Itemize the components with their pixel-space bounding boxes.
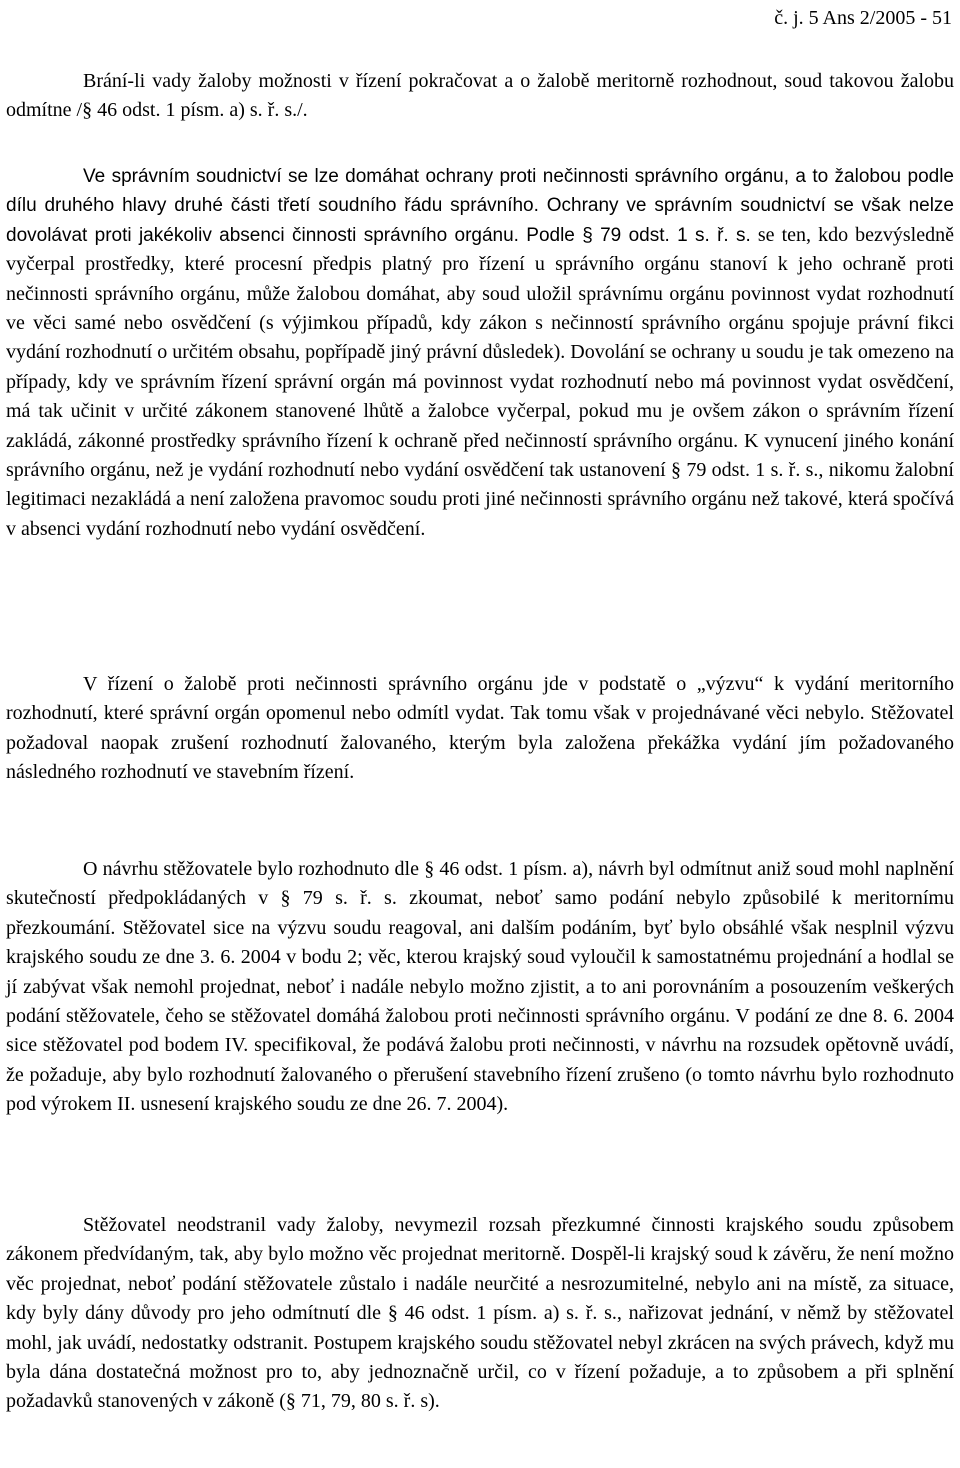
paragraph-inaction-action: V řízení o žalobě proti nečinnosti správního orgánu jde v podstatě o „výzvu“ k vydání meritorního rozhodnutí, které správní orgán opomenul nebo odmítl vydat. Tak tomu však v projednávané věci nebylo. Stěžovatel požadoval naopak zrušení rozhodnutí žalovaného, kterým byla založena překážka vydání jím požadovaného následného rozhodnutí ve stavebním řízení. <box>6 673 954 784</box>
paragraph-defects-not-removed: Stěžovatel neodstranil vady žaloby, nevymezil rozsah přezkumné činnosti krajského soudu způsobem zákonem předvídaným, tak, aby bylo možno věc projednat meritorně. Dospěl-li krajský soud k závěru, že není možno věc projednat, neboť podání stěžovatele zůstalo i nadále neurčité a nesrozumitelné, nebylo ani na místě, za situace, kdy byly dány důvody pro jeho odmítnutí dle § 46 odst. 1 písm. a) s. ř. s., nařizovat jednání, v němž by stěžovatel mohl, jak uvádí, nedostatky odstranit. Postupem krajského soudu stěžovatel nebyl zkrácen na svých právech, když mu byla dána dostatečná možnost pro to, aby jednoznačně určil, co v řízení požaduje, a to způsobem a při splnění požadavků stanovených v zákoně (§ 71, 79, 80 s. ř. s). <box>6 1214 954 1413</box>
paragraph-serif-segment: se ten, kdo bezvýsledně vyčerpal prostředky, které procesní předpis platný pro řízení u správního orgánu stanoví k jeho ochraně proti nečinnosti správního orgánu, může žalobou domáhat, aby soud uložil správnímu orgánu povinnost vydat rozhodnutí ve věci samé nebo osvědčení (s výjimkou případů, kdy zákon s nečinností správního orgánu spojuje právní fikci vydání rozhodnutí o určitém obsahu, popřípadě jiný právní důsledek). Dovolání se ochrany u soudu je tak omezeno na případy, kdy ve správním řízení správní orgán má povinnost vydat rozhodnutí nebo má povinnost vydat osvědčení, má tak učinit v určité zákonem stanovené lhůtě a žalobce vyčerpal, pokud mu je ovšem zákon o správním řízení zakládá, zákonné prostředky správního řízení k ochraně před nečinností správního orgánu. K vynucení jiného konání správního orgánu, než je vydání rozhodnutí nebo vydání osvědčení tak ustanovení § 79 odst. 1 s. ř. s., nikomu žalobní legitimaci nezakládá a není založena pravomoc soudu proti jiné nečinnosti správního orgánu než takové, která spočívá v absenci vydání rozhodnutí nebo vydání osvědčení. <box>6 223 954 540</box>
paragraph-inaction-protection <box>6 162 954 544</box>
paragraph-petition-decision: O návrhu stěžovatele bylo rozhodnuto dle § 46 odst. 1 písm. a), návrh byl odmítnut aniž soud mohl naplnění skutečností předpokládaných v § 79 s. ř. s. zkoumat, neboť samo podání nebylo způsobilé k meritornímu přezkoumání. Stěžovatel sice na výzvu soudu reagoval, ani dalším podáním, byť bylo obsáhlé však nesplnil výzvu krajského soudu ze dne 3. 6. 2004 v bodu 2; věc, kterou krajský soud vyloučil k samostatnému projednání a hodlal se jí zabývat však nemohl projednat, neboť i nadále nebylo možno zjistit, a to ani porovnáním a posouzením veškerých podání stěžovatele, čeho se stěžovatel domáhá žalobou proti nečinnosti správního orgánu. V podání ze dne 8. 6. 2004 sice stěžovatel pod bodem IV. specifikoval, že podává žalobu proti nečinnosti, v návrhu na rozsudek opětovně uvádí, že požaduje, aby bylo rozhodnutí žalovaného o přerušení stavebního řízení zrušeno (o tomto návrhu bylo rozhodnuto pod výrokem II. usnesení krajského soudu ze dne 26. 7. 2004). <box>6 858 954 1116</box>
case-number-header: č. j. 5 Ans 2/2005 - 51 <box>774 7 952 29</box>
paragraph-sans-segment: Ve správním soudnictví se lze domáhat ochrany proti nečinnosti správního orgánu, a to žalobou podle dílu druhého hlavy druhé části třetí soudního řádu správního. Ochrany ve správním soudnictví se však nelze dovolávat proti jakékoliv absenci činnosti správního orgánu. Podle § 79 odst. 1 s. ř. s. <box>6 166 954 246</box>
paragraph-legal-headnote: Brání-li vady žaloby možnosti v řízení pokračovat a o žalobě meritorně rozhodnout, soud takovou žalobu odmítne /§ 46 odst. 1 písm. a) s. ř. s./. <box>6 70 954 122</box>
